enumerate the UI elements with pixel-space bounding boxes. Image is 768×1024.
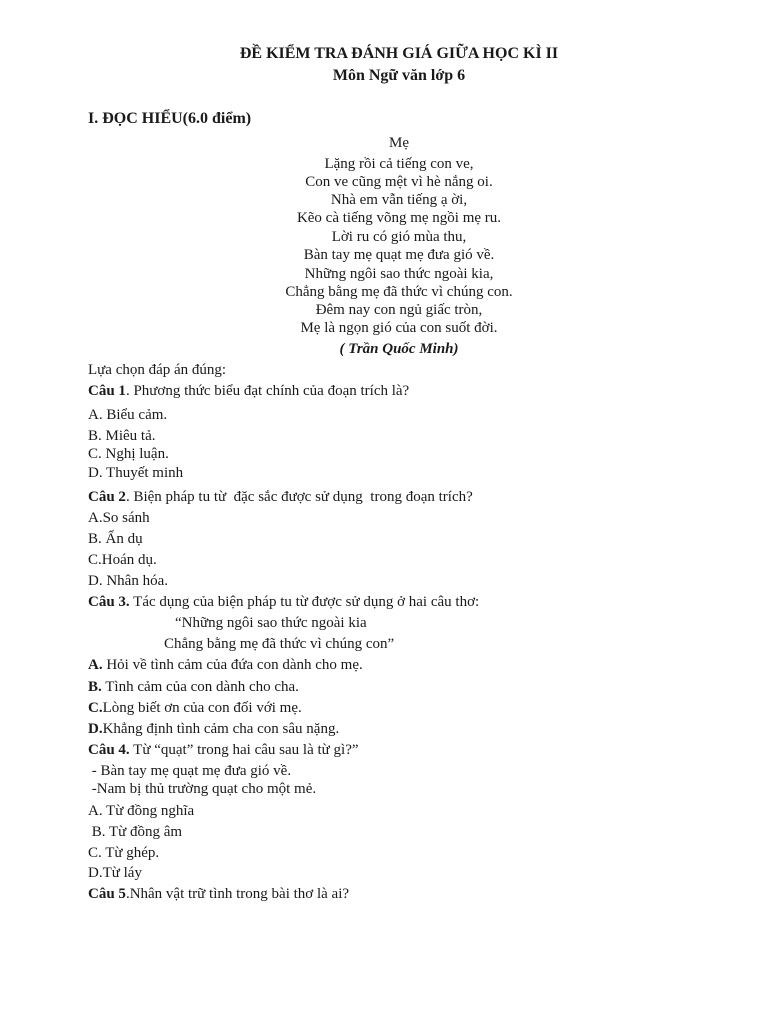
poem-line: Nhà em vẫn tiếng ạ ời, <box>330 192 468 208</box>
question-5: Câu 5.Nhân vật trữ tình trong bài thơ là ai? <box>88 886 350 902</box>
poem-line: Chẳng bằng mẹ đã thức vì chúng con. <box>285 284 513 300</box>
instruction-text: Lựa chọn đáp án đúng: <box>88 362 227 378</box>
poem-line: Những ngôi sao thức ngoài kia, <box>304 266 494 282</box>
poem-line: Kẽo cà tiếng võng mẹ ngồi mẹ ru. <box>296 210 502 226</box>
q1-option-c: C. Nghị luận. <box>88 446 169 462</box>
q4-option-a: A. Từ đồng nghĩa <box>88 803 195 819</box>
poem-title: Mẹ <box>389 135 409 151</box>
q3-option-c: C.Lòng biết ơn của con đối với mẹ. <box>88 700 302 716</box>
question-3: Câu 3. Tác dụng của biện pháp tu từ được sử dụng ở hai câu thơ: <box>88 594 480 610</box>
q1-option-d: D. Thuyết minh <box>88 465 184 481</box>
q2-option-a: A.So sánh <box>88 510 150 526</box>
section-heading: I. ĐỌC HIỂU(6.0 điểm) <box>88 110 252 127</box>
question-1: Câu 1. Phương thức biểu đạt chính của đoạn trích là? <box>88 383 410 399</box>
poem-line: Lặng rồi cả tiếng con ve, <box>324 156 474 172</box>
q4-option-d: D.Từ láy <box>88 865 142 881</box>
q4-example-1: - Bàn tay mẹ quạt mẹ đưa gió về. <box>88 763 292 779</box>
q4-option-b: B. Từ đồng âm <box>88 824 183 840</box>
q3-option-d: D.Khẳng định tình cảm cha con sâu nặng. <box>88 721 340 737</box>
poem-line: Bàn tay mẹ quạt mẹ đưa gió về. <box>303 247 495 263</box>
question-2: Câu 2. Biện pháp tu từ đặc sắc được sử dụng trong đoạn trích? <box>88 489 473 505</box>
poem-line: Con ve cũng mệt vì hè nắng oi. <box>305 174 493 190</box>
q3-quote-line-1: “Những ngôi sao thức ngoài kia <box>175 615 367 631</box>
question-4: Câu 4. Từ “quạt” trong hai câu sau là từ gì?” <box>88 742 359 758</box>
poem-author: ( Trần Quốc Minh) <box>339 341 459 357</box>
author-name: Trần Quốc Minh <box>348 341 454 357</box>
exam-subtitle: Môn Ngữ văn lớp 6 <box>332 67 466 84</box>
q4-example-2: -Nam bị thủ trường quạt cho một mẻ. <box>88 781 317 797</box>
q3-option-b: B. Tình cảm của con dành cho cha. <box>88 679 299 695</box>
poem-line: Đêm nay con ngủ giấc tròn, <box>315 302 483 318</box>
q3-option-a: A. Hỏi về tình cảm của đứa con dành cho mẹ. <box>88 657 363 673</box>
q1-option-b: B. Miêu tả. <box>88 428 156 444</box>
poem-line: Mẹ là ngọn gió của con suốt đời. <box>300 320 498 336</box>
q2-option-d: D. Nhân hóa. <box>88 573 168 589</box>
exam-title: ĐỀ KIỂM TRA ĐÁNH GIÁ GIỮA HỌC KÌ II <box>239 45 559 62</box>
q4-option-c: C. Từ ghép. <box>88 845 160 861</box>
q1-option-a: A. Biểu cảm. <box>88 407 168 423</box>
q2-option-c: C.Hoán dụ. <box>88 552 157 568</box>
q2-option-b: B. Ẩn dụ <box>88 531 143 547</box>
poem-line: Lời ru có gió mùa thu, <box>331 229 467 245</box>
q3-quote-line-2: Chẳng bằng mẹ đã thức vì chúng con” <box>164 636 395 652</box>
